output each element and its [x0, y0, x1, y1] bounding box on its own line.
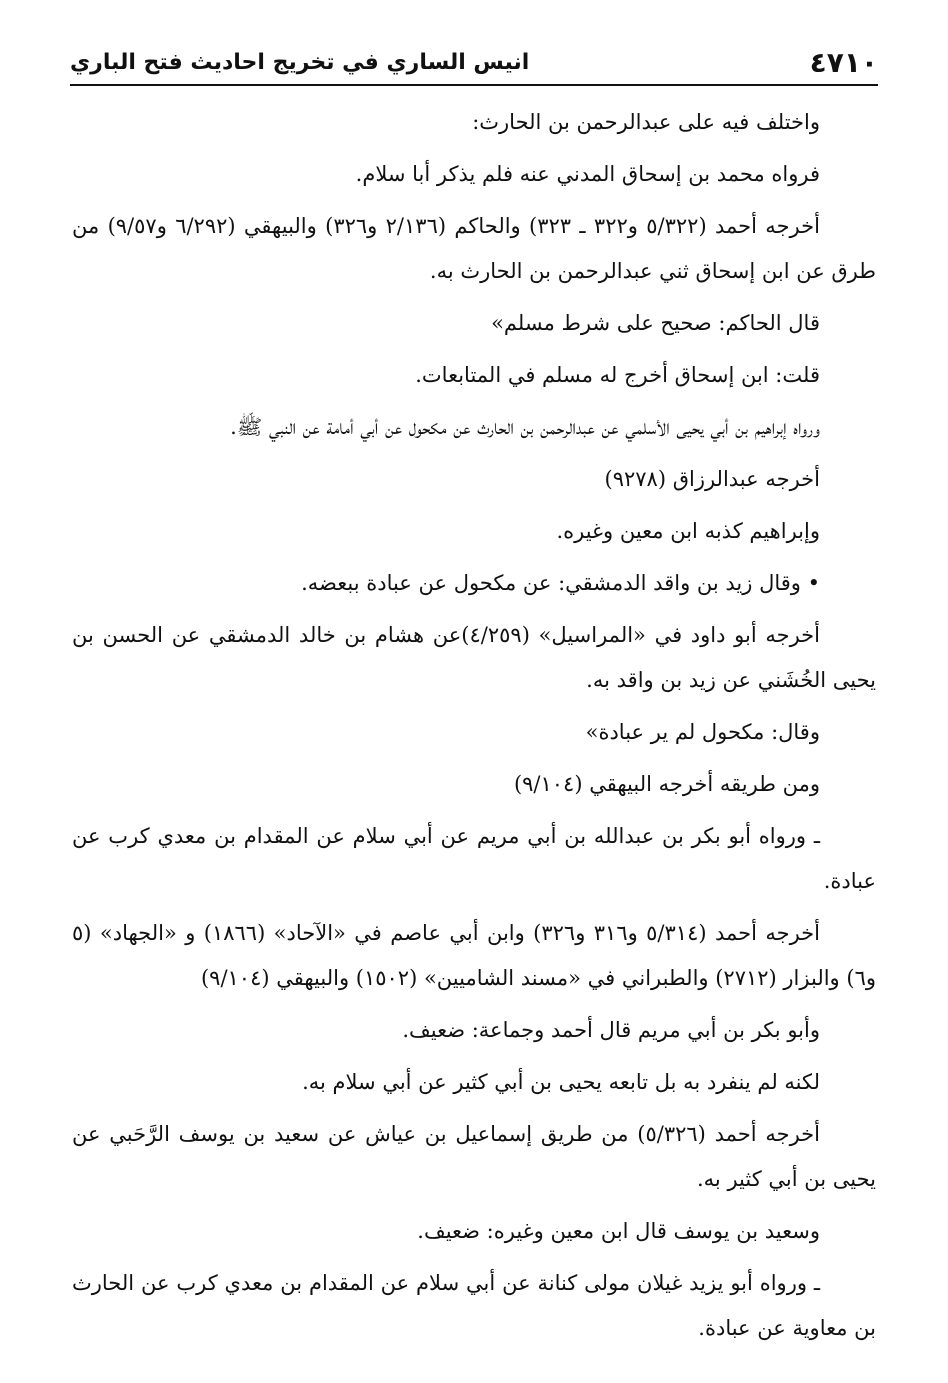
- paragraph: أخرجه أبو داود في «المراسيل» (٤/٢٥٩)عن هشام بن خالد الدمشقي عن الحسن بن يحيى الخُشَني عن زيد بن واقد به.: [72, 623, 876, 692]
- paragraph: وسعيد بن يوسف قال ابن معين وغيره: ضعيف.: [417, 1219, 820, 1243]
- paragraph: ومن طريقه أخرجه البيهقي (٩/١٠٤): [513, 772, 820, 796]
- paragraph: • وقال زيد بن واقد الدمشقي: عن مكحول عن عبادة ببعضه.: [301, 571, 820, 595]
- paragraph: ـ ورواه أبو بكر بن عبدالله بن أبي مريم عن أبي سلام عن المقدام بن معدي كرب عن عبادة.: [72, 824, 876, 893]
- paragraph: واختلف فيه على عبدالرحمن بن الحارث:: [472, 110, 820, 134]
- paragraph: قلت: ابن إسحاق أخرج له مسلم في المتابعات.: [415, 363, 820, 387]
- paragraph: ـ ورواه أبو يزيد غيلان مولى كنانة عن أبي سلام عن المقدام بن معدي كرب عن الحارث بن معاوية عن عبادة.: [72, 1271, 876, 1340]
- paragraph: أخرجه أحمد (٥/٣٢٢ و٣٢٢ ـ ٣٢٣) والحاكم (٢/١٣٦ و٣٢٦) والبيهقي (٦/٢٩٢ و٩/٥٧) من طرق عن ابن إسحاق ثني عبدالرحمن بن الحارث به.: [72, 214, 876, 283]
- paragraph: أخرجه عبدالرزاق (٩٢٧٨): [604, 467, 820, 491]
- paragraph: قال الحاكم: صحيح على شرط مسلم»: [491, 311, 820, 335]
- paragraph: ورواه إبراهيم بن أبي يحيى الأسلمي عن عبدالرحمن بن الحارث عن مكحول عن أبي أمامة عن النبي ﷺ.: [230, 415, 820, 439]
- paragraph: لكنه لم ينفرد به بل تابعه يحيى بن أبي كثير عن أبي سلام به.: [302, 1070, 820, 1094]
- page-body: [72, 100, 876, 1358]
- paragraph: وقال: مكحول لم ير عبادة»: [585, 720, 820, 744]
- paragraph: وأبو بكر بن أبي مريم قال أحمد وجماعة: ضعيف.: [402, 1018, 820, 1042]
- paragraph: أخرجه أحمد (٥/٣٢٦) من طريق إسماعيل بن عياش عن سعيد بن يوسف الرَّحَبي عن يحيى بن أبي كثير به.: [72, 1122, 876, 1191]
- header-rule: [70, 84, 878, 86]
- page-number: ٤٧١٠: [809, 45, 878, 79]
- paragraph: وإبراهيم كذبه ابن معين وغيره.: [556, 519, 820, 543]
- running-title: انيس الساري في تخريج احاديث فتح الباري: [70, 49, 530, 75]
- paragraph: فرواه محمد بن إسحاق المدني عنه فلم يذكر أبا سلام.: [355, 162, 820, 186]
- paragraph: أخرجه أحمد (٥/٣١٤ و٣١٦ و٣٢٦) وابن أبي عاصم في «الآحاد» (١٨٦٦) و «الجهاد» (٥ و٦) والبزار (٢٧١٢) والطبراني في «مسند الشاميين» (١٥٠٢) والبيهقي (٩/١٠٤): [72, 921, 876, 990]
- page-header: [70, 42, 878, 82]
